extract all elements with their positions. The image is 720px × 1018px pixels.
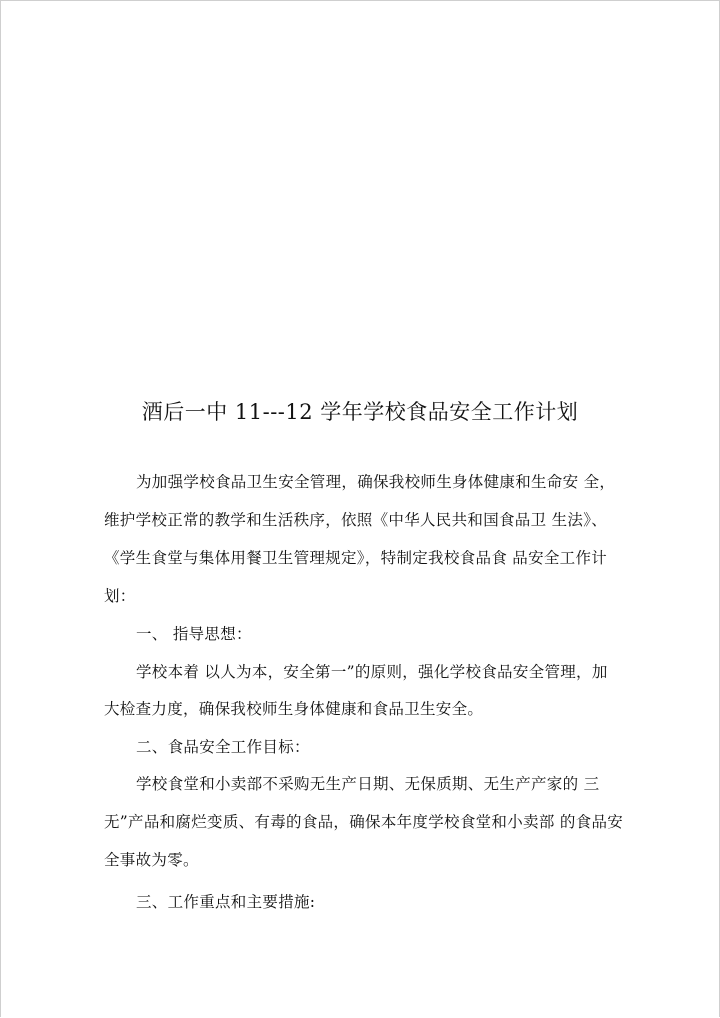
section1-line-2: 大检查力度，确保我校师生身体健康和食品卫生安全。 bbox=[104, 700, 484, 718]
section2-line-2: 无”产品和腐烂变质、有毒的食品，确保本年度学校食堂和小卖部 的食品安 bbox=[104, 813, 624, 831]
intro-line-2: 维护学校正常的教学和生活秩序，依照《中华人民共和国食品卫 生法》、 bbox=[104, 511, 608, 529]
section2-line-1: 学校食堂和小卖部不采购无生产日期、无保质期、无生产产家的 三 bbox=[136, 775, 600, 793]
intro-line-4: 划： bbox=[104, 587, 136, 605]
section2-heading: 二、食品安全工作目标： bbox=[136, 738, 310, 756]
section1-heading: 一、 指导思想： bbox=[136, 625, 252, 643]
section2-line-3: 全事故为零。 bbox=[104, 851, 199, 869]
intro-line-3: 《学生食堂与集体用餐卫生管理规定》，特制定我校食品食 品安全工作计 bbox=[104, 549, 608, 567]
section1-line-1: 学校本着 以人为本，安全第一”的原则，强化学校食品安全管理，加 bbox=[136, 663, 608, 681]
intro-line-1: 为加强学校食品卫生安全管理，确保我校师生身体健康和生命安 全， bbox=[136, 473, 616, 491]
section3-heading: 三、工作重点和主要措施: bbox=[136, 893, 316, 911]
document-title: 酒后一中 11---12 学年学校食品安全工作计划 bbox=[141, 400, 579, 424]
